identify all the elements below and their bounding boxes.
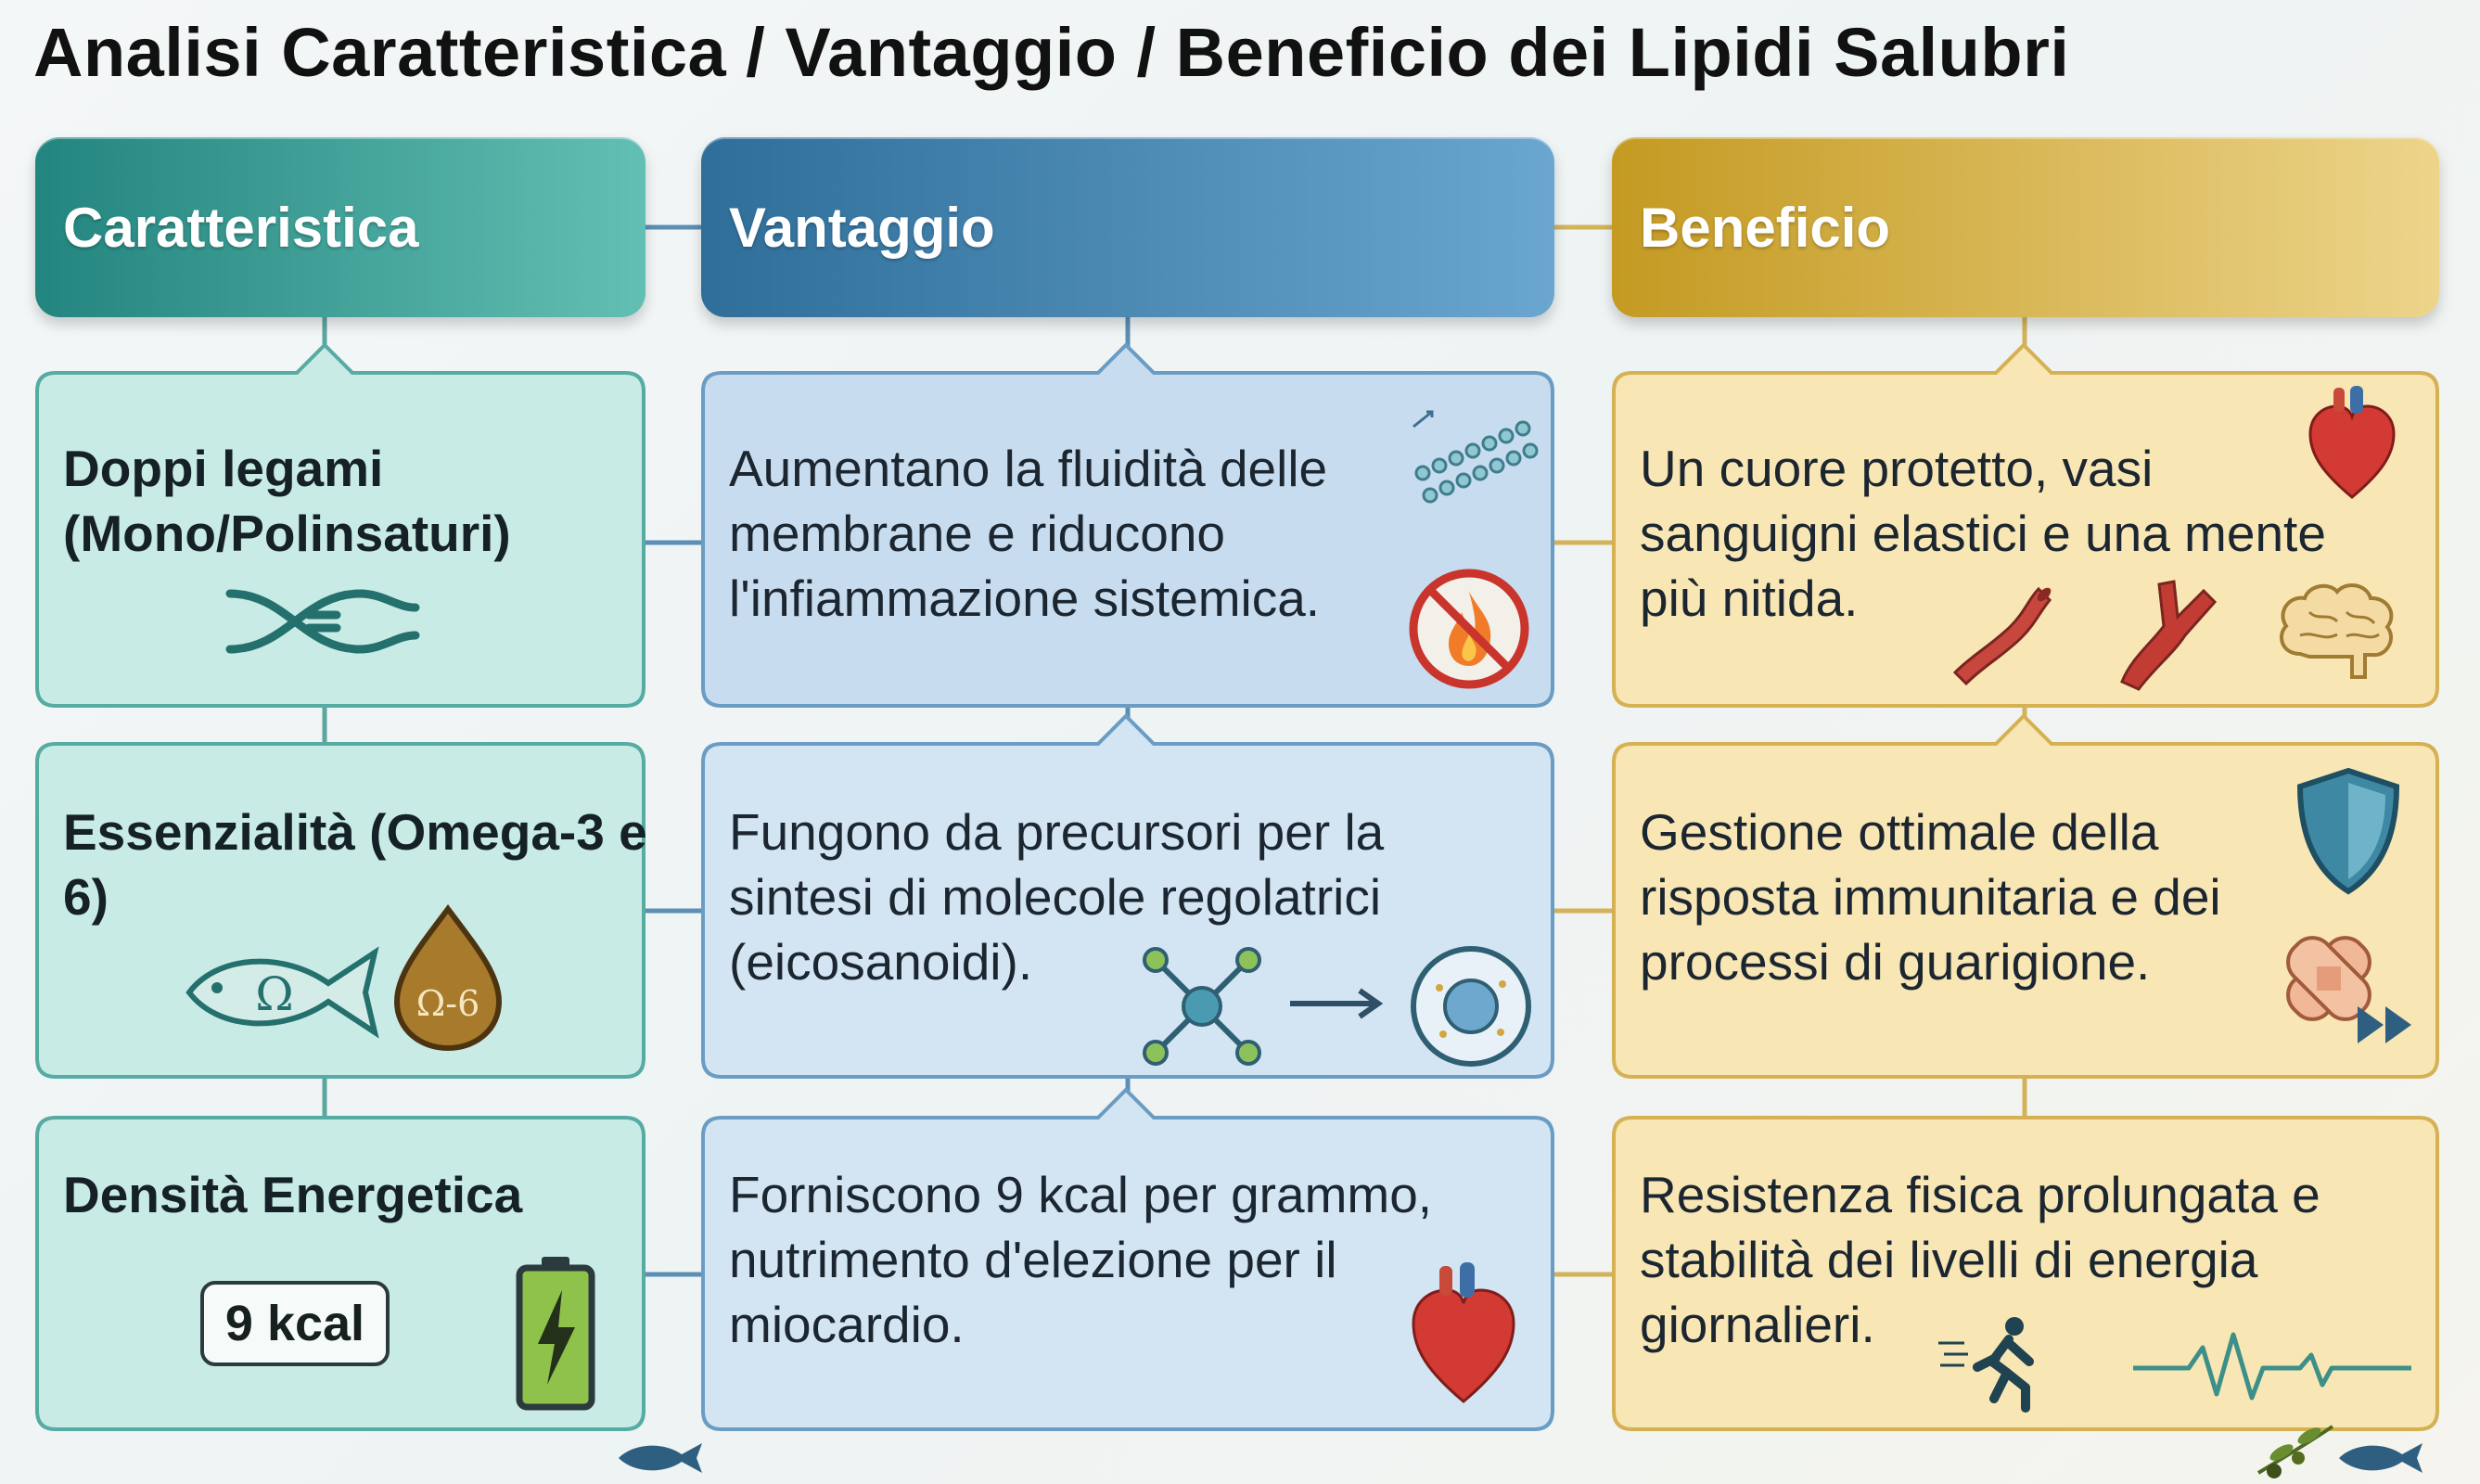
card-vantaggio-row1	[701, 371, 1554, 708]
card-caratteristica-row2	[35, 742, 646, 1079]
heart-icon	[2306, 386, 2398, 506]
blood-vessel-icon	[1937, 570, 2057, 691]
card-vantaggio-row2	[701, 742, 1554, 1079]
fast-forward-icon	[2356, 1002, 2417, 1048]
shield-icon	[2293, 766, 2404, 896]
caratteristica-text-row3: Densità Energetica	[63, 1166, 523, 1223]
page-title: Analisi Caratteristica / Vantaggio / Beneficio dei Lipidi Salubri	[33, 14, 2070, 91]
header-caratteristica-label: Caratteristica	[63, 196, 419, 259]
heart-icon	[1408, 1262, 1519, 1411]
vantaggio-text-row3: Forniscono 9 kcal per grammo, nutrimento d'elezione per il miocardio.	[729, 1166, 1433, 1353]
runner-icon	[1937, 1315, 2057, 1417]
card-caratteristica-row1	[35, 371, 646, 708]
fish-icon	[617, 1439, 705, 1477]
olive-branch-icon	[2254, 1417, 2337, 1482]
omega6-label: Ω-6	[415, 983, 480, 1024]
omega-symbol: Ω	[255, 967, 294, 1021]
vantaggio-text-row2: Fungono da precursori per la sintesi di molecole regolatrici (eicosanoidi).	[729, 803, 1385, 991]
beneficio-text-row2: Gestione ottimale della risposta immunitaria e dei processi di guarigione.	[1640, 803, 2221, 991]
heartbeat-icon	[2133, 1329, 2411, 1403]
header-vantaggio	[701, 137, 1554, 317]
caratteristica-text-row1: Doppi legami (Mono/Polinsaturi)	[63, 440, 511, 562]
header-caratteristica	[35, 137, 646, 317]
brain-icon	[2272, 575, 2402, 686]
lipid-membrane-icon	[1404, 399, 1543, 510]
beneficio-text-row3: Resistenza fisica prolungata e stabilità dei livelli di energia giornalieri.	[1640, 1166, 2320, 1353]
battery-icon	[514, 1255, 597, 1413]
double-bond-icon	[221, 580, 425, 663]
card-caratteristica-row3	[35, 1116, 646, 1431]
card-beneficio-row3	[1612, 1116, 2439, 1431]
caratteristica-text-row2: Essenzialità (Omega-3 e 6)	[63, 803, 647, 926]
arrow-icon	[1285, 985, 1387, 1022]
fish-icon	[180, 941, 393, 1043]
fish-icon	[2337, 1439, 2425, 1477]
card-vantaggio-row3	[701, 1116, 1554, 1431]
card-beneficio-row2	[1612, 742, 2439, 1079]
vantaggio-text-row1: Aumentano la fluidità delle membrane e riducono l'infiammazione sistemica.	[729, 440, 1328, 627]
cell-icon	[1406, 941, 1536, 1071]
beneficio-text-row1: Un cuore protetto, vasi sanguigni elastici e una mente più nitida.	[1640, 440, 2326, 627]
no-inflammation-icon	[1406, 566, 1532, 692]
header-beneficio-label: Beneficio	[1640, 196, 1891, 259]
molecule-icon	[1137, 941, 1267, 1071]
header-vantaggio-label: Vantaggio	[729, 196, 995, 259]
kcal-badge: 9 kcal	[200, 1281, 390, 1366]
header-beneficio	[1612, 137, 2439, 317]
artery-icon	[2103, 570, 2224, 691]
card-beneficio-row1	[1612, 371, 2439, 708]
omega6-drop-icon	[388, 904, 508, 1053]
